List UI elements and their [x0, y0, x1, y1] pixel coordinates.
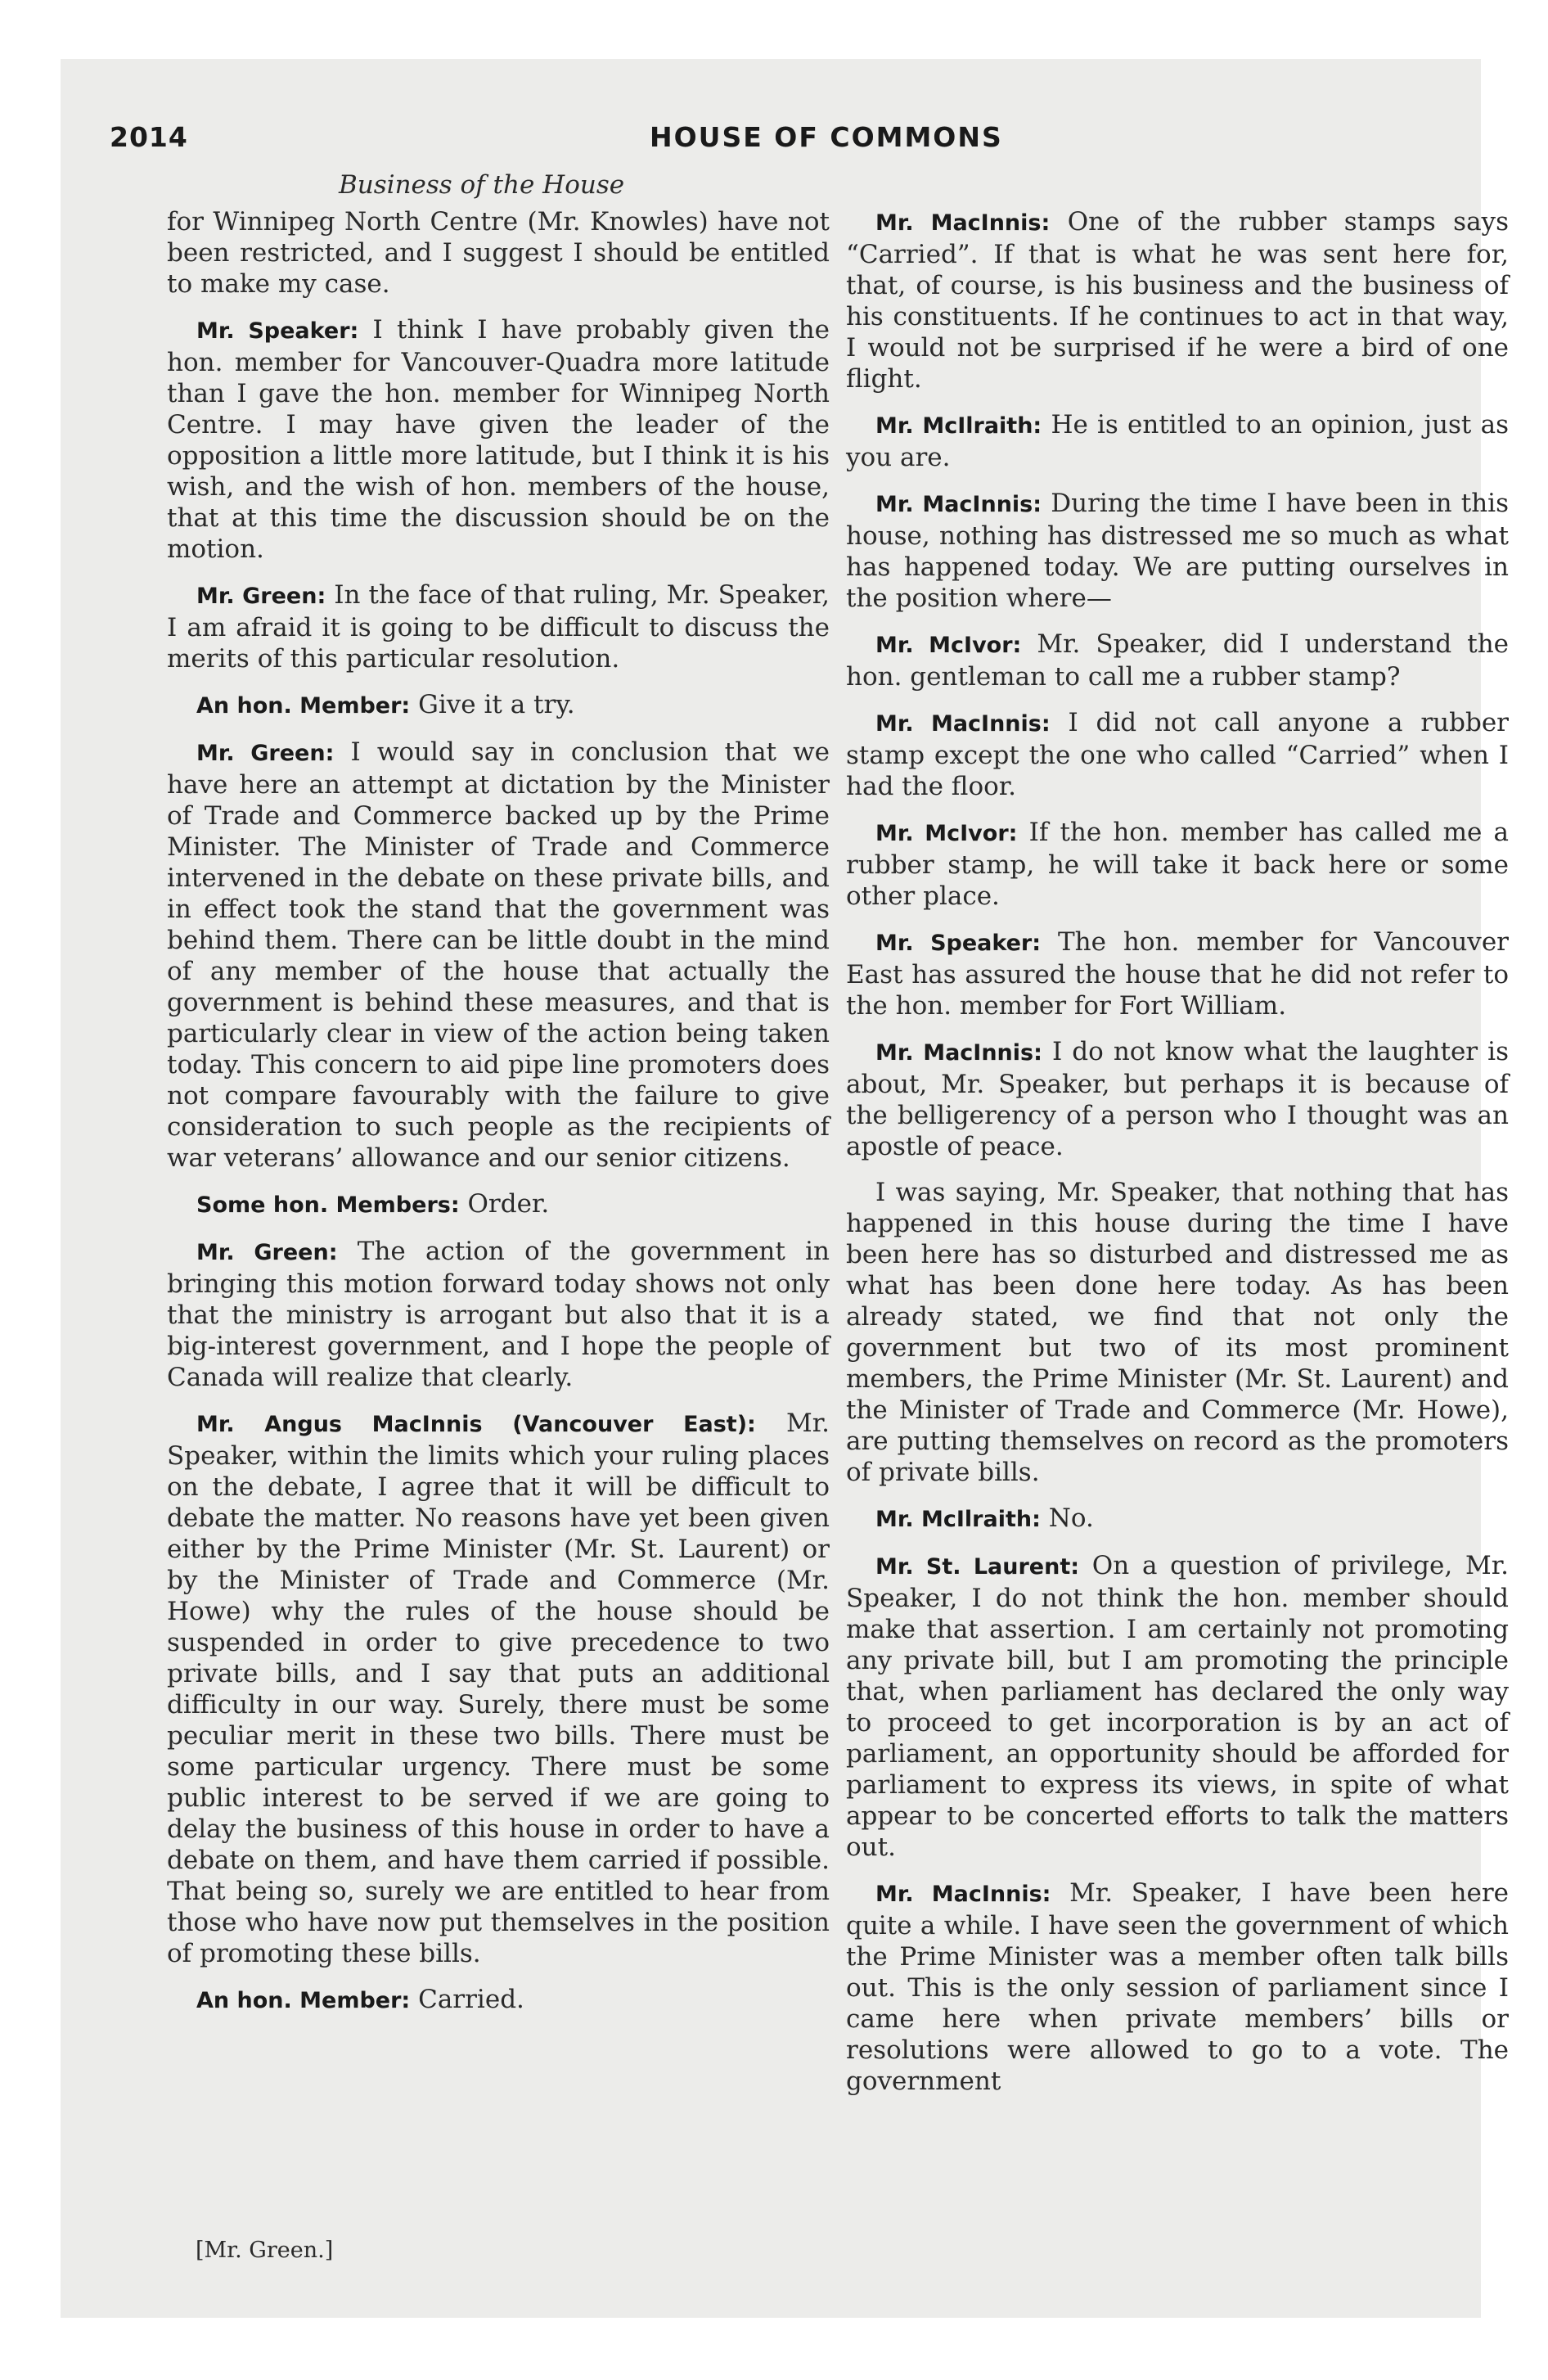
speech-paragraph [846, 817, 1509, 912]
speech-text: On a question of privilege, Mr. Speaker, I do not think the hon. member should make that assertion. I am certainly not promoting any private bill, but I am promoting the principle that, when parliament has declared the only way to proceed to get incorporation is by an act of parliament, an opportunity should be afforded for parliament to express its views, in spite of what appear to be concerted efforts to talk the matters out. [846, 1551, 1509, 1862]
speech-paragraph [167, 1984, 830, 2017]
speaker-name: Mr. Green: [196, 1240, 338, 1265]
speech-text: Give it a try. [418, 690, 575, 719]
speech-text: The action of the government in bringing this motion forward today shows not only that the ministry is arrogant but also that it is a big-interest government, and I hope the people of Canada will realize that clearly. [167, 1237, 830, 1392]
speaker-name: An hon. Member: [196, 1988, 411, 2013]
speech-text: Mr. Speaker, I have been here quite a while. I have seen the government of which the Prime Minister was a member often talk bills out. This is the only session of parliament since I came here when private members’ bills or resolutions were allowed to go to a vote. The government [846, 1878, 1510, 2096]
speech-paragraph [167, 1236, 830, 1393]
speech-paragraph [167, 689, 830, 722]
speaker-name: An hon. Member: [196, 693, 411, 719]
speaker-name: Mr. Angus MacInnis (Vancouver East): [196, 1412, 756, 1437]
speech-paragraph [167, 737, 830, 1174]
speech-paragraph [846, 409, 1509, 473]
speaker-name: Mr. MacInnis: [875, 1882, 1051, 1907]
journal-title: HOUSE OF COMMONS [650, 121, 1003, 153]
running-head [110, 121, 1517, 170]
speaker-name: Mr. MacInnis: [875, 1040, 1042, 1066]
left-column [167, 206, 830, 2031]
speech-text: Mr. Speaker, did I understand the hon. gentleman to call me a rubber stamp? [846, 629, 1510, 692]
speech-paragraph [167, 579, 830, 674]
speech-text: In the face of that ruling, Mr. Speaker, I am afraid it is going to be difficult to discuss the merits of this particular resolution. [167, 580, 830, 674]
speech-text: Mr. Speaker, within the limits which your ruling places on the debate, I agree that it will be difficult to debate the matter. No reasons have yet been given either by the Prime Minister (Mr. St. Laurent) or by the Minister of Trade and Commerce (Mr. Howe) why the rules of the house should be suspended in order to give precedence to two private bills, and I say that puts an additional difficulty in our way. Surely, there must be some peculiar merit in these two bills. There must be some particular urgency. There must be some public interest to be served if we are going to delay the business of this house in order to have a debate on them, and have them carried if possible. That being so, surely we are entitled to hear from those who have now put themselves in the position of promoting these bills. [167, 1409, 830, 1968]
speech-paragraph [167, 1188, 830, 1221]
hansard-page [61, 59, 1510, 2318]
speech-paragraph [846, 926, 1509, 1021]
speech-paragraph [846, 1036, 1509, 1162]
speech-paragraph [846, 488, 1509, 614]
speech-text: I think I have probably given the hon. member for Vancouver-Quadra more latitude than I gave the hon. member for Winnipeg North Centre. I may have given the leader of the opposition a little more latitude, but I think it is his wish, and the wish of hon. members of the house, that at this time the discussion should be on the motion. [167, 315, 830, 564]
speech-paragraph [846, 629, 1509, 692]
speech-text: Order. [467, 1189, 550, 1219]
speech-text: I do not know what the laughter is about, Mr. Speaker, but perhaps it is because of the belligerency of a person who I thought was an apostle of peace. [846, 1037, 1509, 1161]
speech-text: The hon. member for Vancouver East has assured the house that he did not refer to the hon. member for Fort William. [846, 927, 1509, 1021]
speaker-name: Mr. MacInnis: [875, 711, 1051, 737]
page-number: 2014 [110, 121, 188, 153]
speech-text: During the time I have been in this house, nothing has distressed me so much as what has happened today. We are putting ourselves in the position where— [846, 489, 1510, 613]
speech-text: No. [1048, 1503, 1094, 1533]
speech-text: Carried. [418, 1985, 524, 2014]
speaker-name: Mr. Green: [196, 584, 326, 609]
speech-paragraph [167, 314, 830, 565]
speaker-name: Some hon. Members: [196, 1192, 460, 1218]
speaker-name: Mr. McIlraith: [875, 413, 1042, 439]
section-title: Business of the House [339, 170, 625, 200]
speech-paragraph [167, 206, 830, 300]
speaker-footer-tag: [Mr. Green.] [196, 2238, 334, 2263]
speech-paragraph [846, 1877, 1509, 2097]
speech-text: If the hon. member has called me a rubber stamp, he will take it back here or some other place. [846, 818, 1510, 911]
speech-text: He is entitled to an opinion, just as you are. [846, 410, 1509, 472]
speaker-name: Mr. McIlraith: [875, 1507, 1041, 1532]
speech-paragraph [846, 1550, 1509, 1863]
speaker-name: Mr. McIvor: [875, 821, 1018, 846]
speech-paragraph [846, 1177, 1509, 1488]
speaker-name: Mr. Speaker: [875, 931, 1042, 956]
right-column [846, 206, 1509, 2112]
speech-text: for Winnipeg North Centre (Mr. Knowles) have not been restricted, and I suggest I should be entitled to make my case. [167, 207, 830, 299]
speaker-name: Mr. St. Laurent: [875, 1554, 1080, 1580]
speech-text: I did not call anyone a rubber stamp except the one who called “Carried” when I had the floor. [846, 708, 1509, 801]
speech-paragraph [846, 707, 1509, 802]
speaker-name: Mr. MacInnis: [875, 210, 1051, 236]
speech-paragraph [846, 1503, 1509, 1535]
speaker-name: Mr. McIvor: [875, 633, 1022, 658]
speech-text: I was saying, Mr. Speaker, that nothing that has happened in this house during the time I have been here has so disturbed and distressed me as what has been done here today. As has been already stated, we find that not only the government but two of its most prominent members, the Prime Minister (Mr. St. Laurent) and the Minister of Trade and Commerce (Mr. Howe), are putting themselves on record as the promoters of private bills. [846, 1178, 1509, 1487]
speaker-name: Mr. Green: [196, 741, 335, 766]
speaker-name: Mr. Speaker: [196, 318, 359, 344]
speech-paragraph [167, 1408, 830, 1969]
speech-text: I would say in conclusion that we have here an attempt at dictation by the Minister of Trade and Commerce backed up by the Prime Minister. The Minister of Trade and Commerce intervened in the debate on these private bills, and in effect took the stand that the government was behind them. There can be little doubt in the mind of any member of the house that actually the government is behind these measures, and that is particularly clear in view of the action being taken today. This concern to aid pipe line promoters does not compare favourably with the failure to give consideration to such people as the recipients of war veterans’ allowance and our senior citizens. [167, 737, 830, 1173]
speech-text: One of the rubber stamps says “Carried”. If that is what he was sent here for, that, of course, is his business and the business of his constituents. If he continues to act in that way, I would not be surprised if he were a bird of one flight. [846, 207, 1509, 394]
speaker-name: Mr. MacInnis: [875, 492, 1042, 517]
speech-paragraph [846, 206, 1509, 394]
